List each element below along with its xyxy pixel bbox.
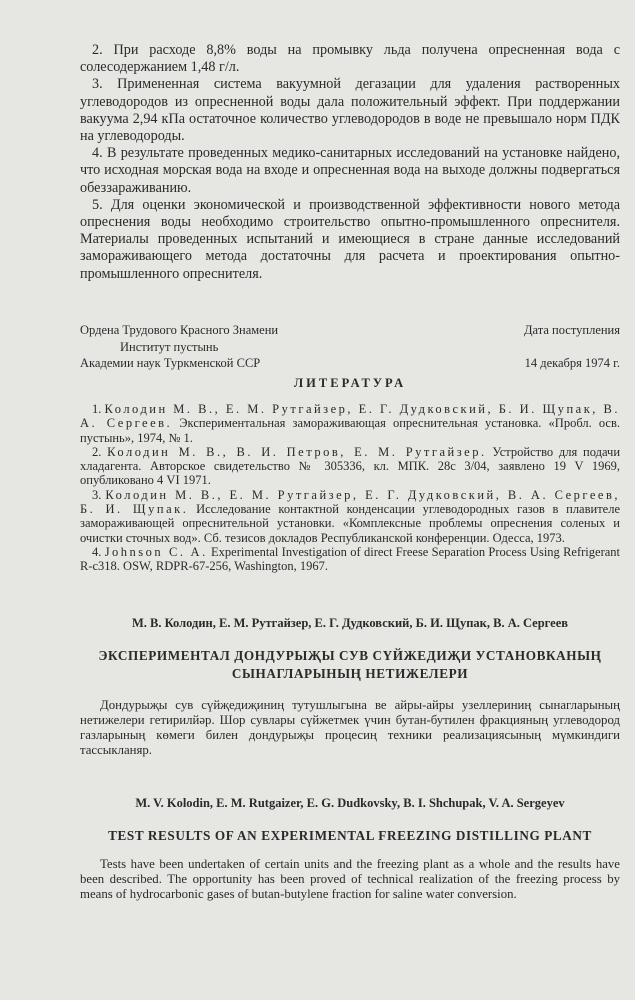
reference-authors: Колодин М. В., Е. М. Рутгайзер, Е. Г. Дудковский, В. А. Сергеев, Б. И. Щупак. [80, 487, 620, 517]
received-date: 14 декабря 1974 г. [524, 355, 620, 370]
conclusion-item-4: 4. В результате проведенных медико-санитарных исследований на установке найдено, что исходная морская вода на входе и опресненная вода на выходе должны подвергаться обеззараживанию. [80, 145, 620, 196]
conclusion-item-5: 5. Для оценки экономической и производственной эффективности нового метода опреснения воды необходимо строительство опытно-промышленного опреснителя. Материалы проведенных испытаний и имеющиеся в стране данные исследований замораживающего метода достаточны для расчета и проектирования опытно-промышленного опреснителя. [80, 196, 620, 282]
reference-number: 1. [92, 402, 102, 416]
reference-number: 3. [92, 487, 102, 502]
reference-text: Исследование контактной конденсации углеводородных газов в плавителе замораживающей опреснительной установки. «Комплексные проблемы опреснения соленых и очистки сточных вод». Сб. тезисов докладов Республиканской конференции. Одесса, 1973. [80, 502, 620, 545]
turkmen-title: ЭКСПЕРИМЕНТАЛ ДОНДУРЫҖЫ СУВ СҮЙЖЕДИҖИ УСТАНОВКАНЫҢ СЫНАГЛАРЫНЫҢ НЕТИЖЕЛЕРИ [98, 648, 602, 681]
turkmen-authors: М. В. Колодин, Е. М. Рутгайзер, Е. Г. Дудковский, Б. И. Щупак, В. А. Сергеев [131, 616, 569, 630]
english-abstract: Tests have been undertaken of certain units and the freezing plant as a whole and the results have been described. The opportunity has been proved of technical realization of the freezing process by means of hydrocarbonic gases of butan-butylene fraction for saline water conversion. [80, 857, 620, 901]
reference-authors: Колодин М. В., Е. М. Рутгайзер, Е. Г. Дудковский, Б. И. Щупак, В. А. Сергеев. [80, 402, 621, 431]
literature-heading: ЛИТЕРАТУРА [293, 376, 407, 390]
reference-text: Experimental Investigation of direct Freese Separation Process Using Refrigerant R-c318. OSW, RDPR-67-256, Washington, 1967. [80, 544, 621, 574]
reference-item [80, 402, 620, 445]
reference-item [80, 488, 620, 545]
english-authors: M. V. Kolodin, E. M. Rutgaizer, E. G. Dudkovsky, B. I. Shchupak, V. A. Sergeyev [135, 796, 565, 810]
conclusions-list [80, 42, 620, 283]
received [524, 322, 620, 371]
institution-line-3: Академии наук Туркменской ССР [80, 356, 261, 370]
reference-number: 4. [92, 544, 102, 559]
reference-number: 2. [92, 444, 102, 459]
institution [80, 322, 410, 372]
reference-authors: Колодин М. В., В. И. Петров, Е. М. Рутгайзер. [107, 444, 487, 459]
turkmen-abstract: Дондурыҗы сув сүйҗедиҗиниң тутушлыгына ве айры-айры узеллериниң сынагларының нетижелери гетирилйәр. Шор сувлары сүйжетмек үчин бутан-бутилен фракцияның углеводород газларының көмеги билен дондурыҗы процесиң техники реализациясының мүмкиндиги тассыкланяр. [80, 698, 620, 757]
references-list [80, 402, 620, 574]
reference-text: Устройство для подачи хладагента. Авторское свидетельство № 305336, кл. МПК. 28с 3/04, заявлено 19 V 1969, опубликовано 4 VI 1971. [80, 444, 621, 488]
institution-line-2: Институт пустынь [120, 339, 219, 354]
conclusion-item-2: 2. При расходе 8,8% воды на промывку льда получена опресненная вода с солесодержанием 1,48 г/л. [80, 42, 620, 76]
reference-item [80, 545, 620, 574]
conclusion-item-3: 3. Примененная система вакуумной дегазации для удаления растворенных углеводородов из опресненной воды дала положительный эффект. При поддержании вакуума 2,94 кПа остаточное количество углеводородов в воде не превышало норм ПДК на углеводороды. [80, 76, 620, 145]
reference-authors: Johnson C. A. [104, 544, 208, 559]
reference-text: Экспериментальная замораживающая опреснительная установка. «Пробл. осв. пустынь», 1974, № 1. [80, 416, 621, 445]
received-label: Дата поступления [524, 323, 620, 337]
english-title: TEST RESULTS OF AN EXPERIMENTAL FREEZING DISTILLING PLANT [108, 828, 592, 843]
institution-line-1: Ордена Трудового Красного Знамени [80, 323, 279, 337]
reference-item [80, 445, 620, 488]
